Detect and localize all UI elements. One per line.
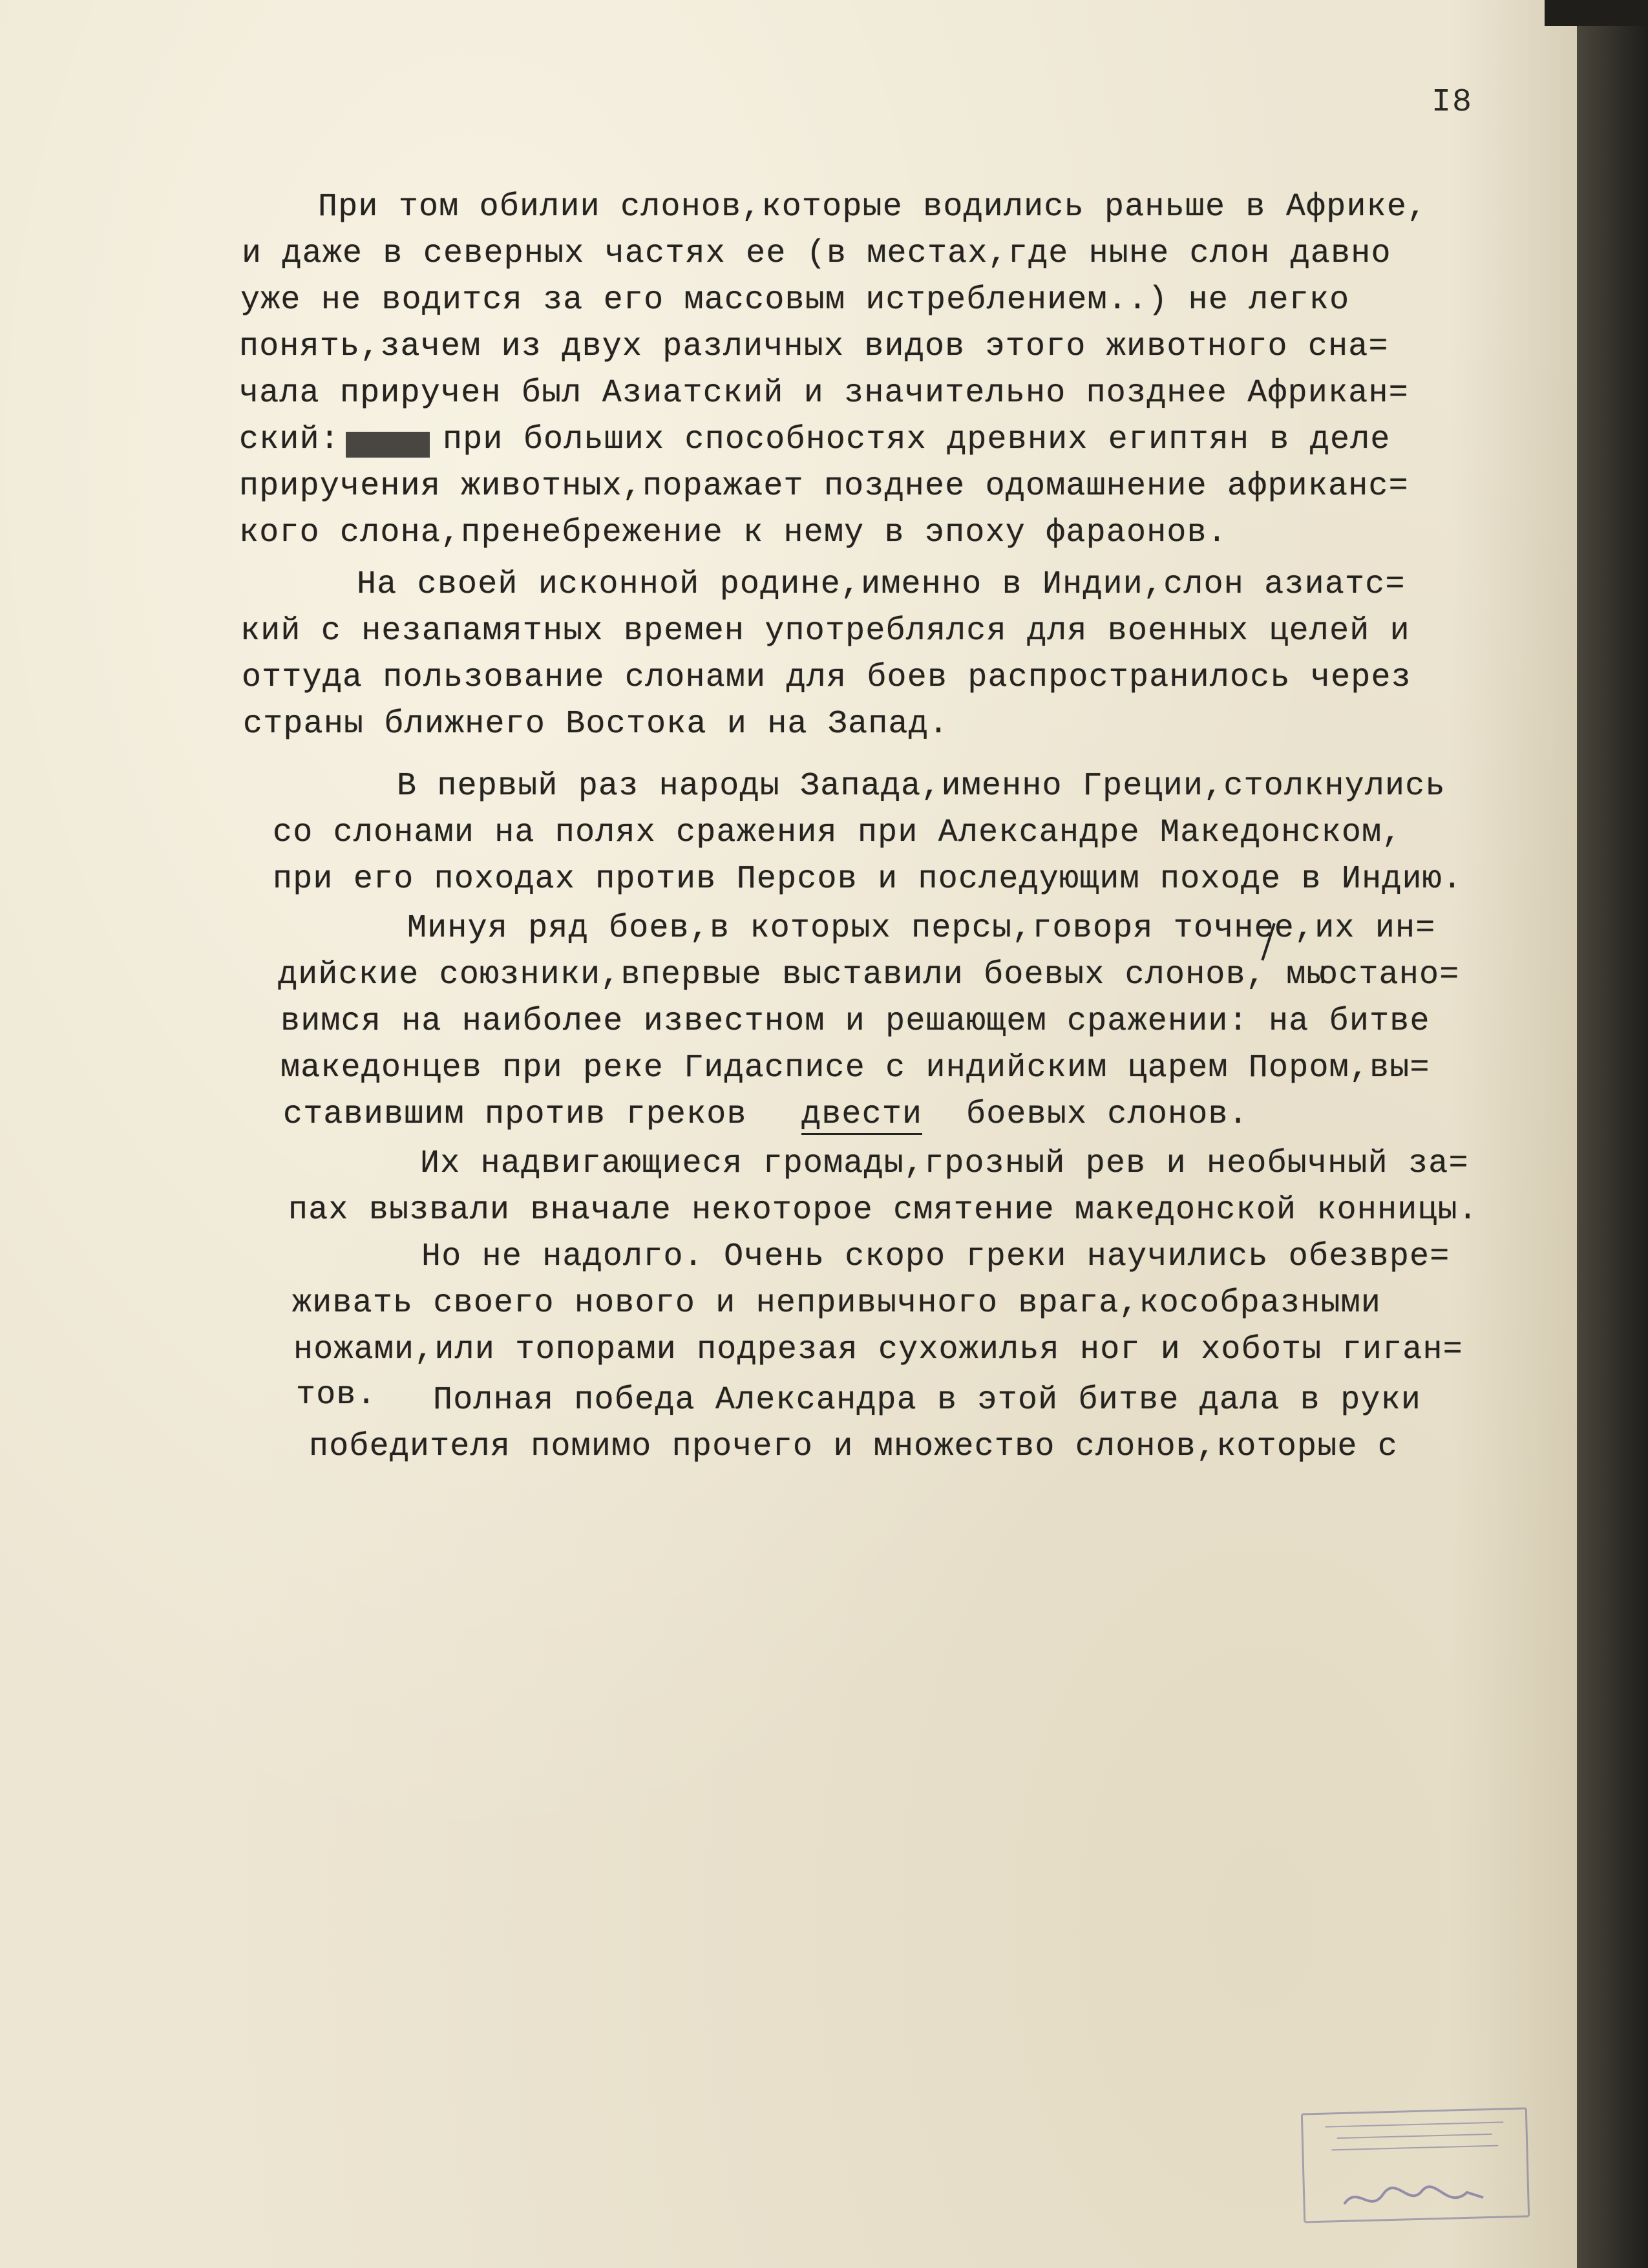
stamp-signature-icon (1338, 2178, 1493, 2217)
underlined-word: двести (801, 1096, 922, 1135)
text-line: оттуда пользование слонами для боев распространилось через (242, 659, 1411, 696)
text-line: тов. (296, 1377, 377, 1414)
text-line: Полная победа Александра в этой битве дала в руки (433, 1382, 1422, 1419)
text-line: В первый раз народы Запада,именно Греции,столкнулись (397, 768, 1446, 805)
text-line: вимся на наиболее известном и решающем сражении: на битве (280, 1003, 1430, 1040)
text-line: ставившим против греков (283, 1096, 747, 1133)
text-line: На своей исконной родине,именно в Индии,слон азиатс= (357, 566, 1406, 603)
page-edge-shadow (1577, 0, 1648, 2268)
text-line: ножами,или топорами подрезая сухожилья ног и хоботы гиган= (293, 1331, 1463, 1368)
text-line: чала приручен был Азиатский и значительно позднее Африкан= (239, 375, 1409, 412)
text-line: уже не водится за его массовым истреблением..) не легко (240, 282, 1350, 319)
page-number: I8 (1431, 84, 1474, 121)
text-line: кий с незапамятных времен употреблялся для военных целей и (240, 613, 1410, 650)
text-line: живать своего нового и непривычного врага,кособразными (292, 1285, 1382, 1322)
struck-out-word (346, 432, 430, 458)
text-line: и даже в северных частях ее (в местах,где ныне слон давно (242, 235, 1391, 272)
text-line: остано= (1318, 957, 1460, 993)
text-line: македонцев при реке Гидасписе с индийским царем Пором,вы= (280, 1050, 1430, 1086)
text-line: кого слона,пренебрежение к нему в эпоху фараонов. (239, 514, 1228, 551)
text-line: При том обилии слонов,которые водились раньше в Африке, (318, 189, 1428, 226)
text-line: Их надвигающиеся громады,грозный рев и необычный за= (420, 1145, 1469, 1182)
text-line: ский: (239, 421, 341, 458)
text-line: приручения животных,поражает позднее одомашнение африканс= (239, 468, 1409, 505)
text-line: со слонами на полях сражения при Александре Македонском, (273, 814, 1402, 851)
text-line: при больших способностях древних египтян в деле (443, 421, 1391, 458)
text-line: страны ближнего Востока и на Запад. (243, 706, 949, 743)
text-line: боевых слонов. (966, 1096, 1249, 1133)
text-line: при его походах против Персов и последующим походе в Индию. (273, 861, 1463, 898)
corner-shadow (1545, 0, 1648, 26)
text-line: Минуя ряд боев,в которых персы,говоря точнее,их ин= (407, 910, 1436, 947)
text-line: пах вызвали вначале некоторое смятение македонской конницы. (288, 1192, 1479, 1229)
text-line: победителя помимо прочего и множество слонов,которые с (309, 1428, 1399, 1465)
text-line: дийские союзники,впервые выставили боевых слонов, мы (278, 957, 1327, 993)
text-line: понять,зачем из двух различных видов этого животного сна= (239, 328, 1389, 365)
text-line: Но не надолго. Очень скоро греки научились обезвре= (421, 1238, 1450, 1275)
